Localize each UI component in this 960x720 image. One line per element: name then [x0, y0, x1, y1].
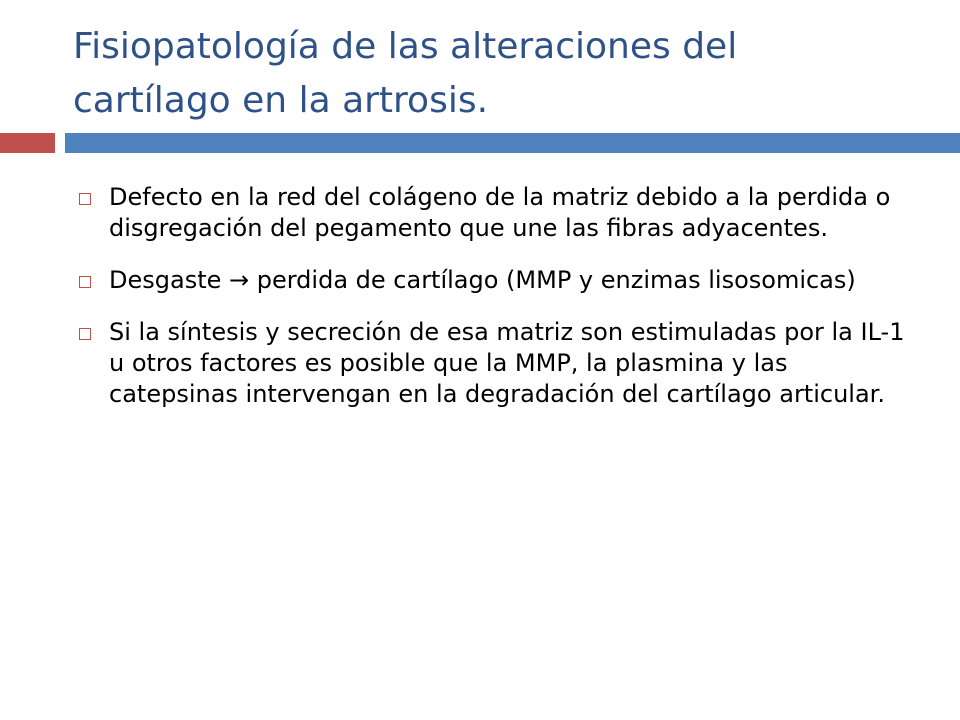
slide-title-line-2: cartílago en la artrosis. [73, 80, 489, 121]
slide-title-line-1: Fisiopatología de las alteraciones del [73, 26, 738, 67]
hollow-square-icon [79, 328, 91, 340]
bullet-item [73, 317, 918, 410]
title-divider-blue [65, 133, 960, 153]
bullet-text: Si la síntesis y secreción de esa matriz son estimuladas por la IL-1 u otros factores es posible que la MMP, la plasmina y las catepsinas intervengan en la degradación del cartílago articular. [109, 318, 905, 408]
bullet-list [73, 182, 918, 431]
hollow-square-icon [79, 276, 91, 288]
title-divider-red [0, 133, 55, 153]
slide-title [73, 20, 933, 128]
bullet-text: Defecto en la red del colágeno de la matriz debido a la perdida o disgregación del pegamento que une las fibras adyacentes. [109, 183, 891, 242]
hollow-square-icon [79, 193, 91, 205]
bullet-text: Desgaste → perdida de cartílago (MMP y enzimas lisosomicas) [109, 266, 856, 294]
bullet-item [73, 265, 918, 296]
bullet-item [73, 182, 918, 244]
